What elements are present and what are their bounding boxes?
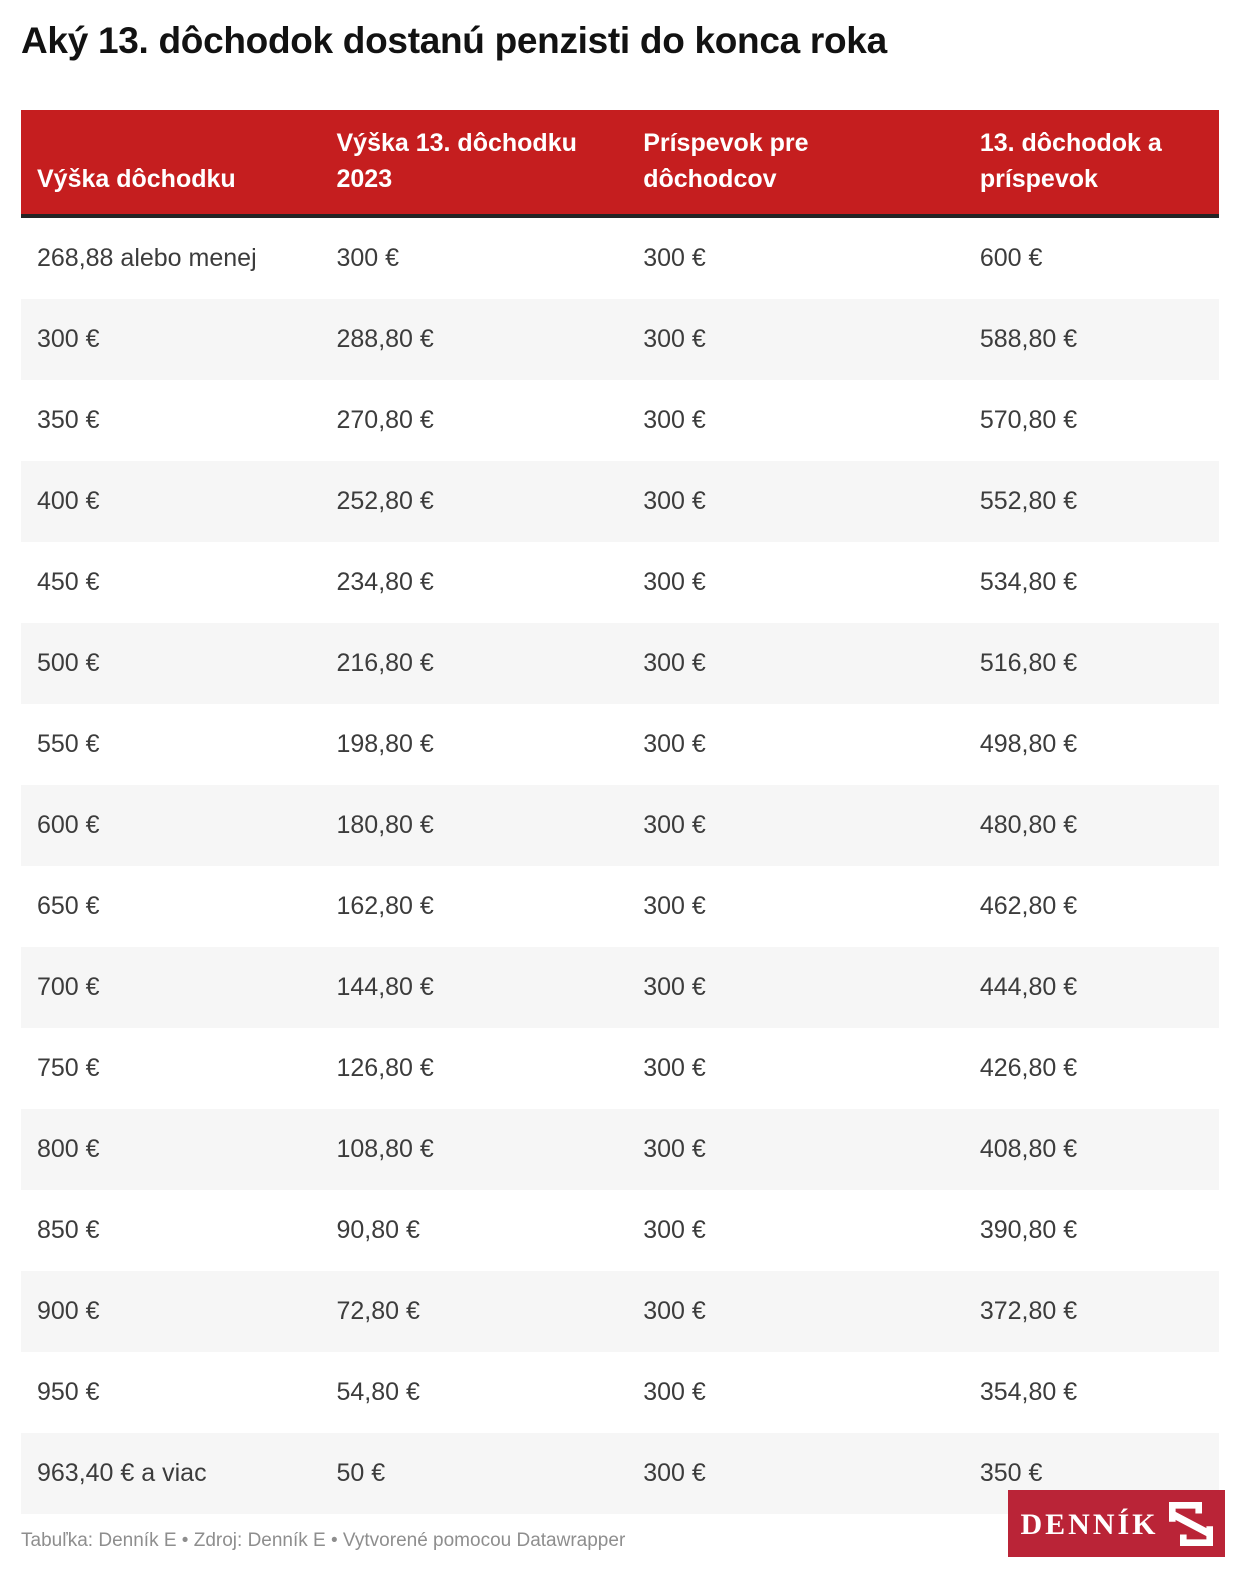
table-row bbox=[21, 461, 1219, 542]
table-cell: 144,80 € bbox=[336, 972, 434, 1001]
table-cell: 198,80 € bbox=[336, 729, 434, 758]
table-cell: 300 € bbox=[643, 486, 706, 515]
table-row bbox=[21, 542, 1219, 623]
table-cell: 300 € bbox=[643, 1215, 706, 1244]
table-cell: 390,80 € bbox=[979, 1215, 1078, 1244]
table-cell: 950 € bbox=[37, 1377, 100, 1406]
table-cell: 750 € bbox=[37, 1053, 100, 1082]
table-cell: 552,80 € bbox=[979, 486, 1078, 515]
table-cell: 963,40 € a viac bbox=[37, 1458, 207, 1487]
table-cell: 270,80 € bbox=[336, 405, 434, 434]
table-cell: 900 € bbox=[37, 1296, 100, 1325]
table-cell: 90,80 € bbox=[336, 1215, 420, 1244]
table-row bbox=[21, 785, 1219, 866]
dennik-n-icon bbox=[1169, 1502, 1213, 1546]
table-cell: 400 € bbox=[37, 486, 100, 515]
table-cell: 288,80 € bbox=[336, 324, 434, 353]
table-cell: 234,80 € bbox=[336, 567, 434, 596]
table-cell: 216,80 € bbox=[336, 648, 434, 677]
table-cell: 372,80 € bbox=[979, 1296, 1078, 1325]
table-cell: 600 € bbox=[979, 243, 1043, 272]
table-cell: 600 € bbox=[37, 810, 100, 839]
table-cell: 550 € bbox=[37, 729, 100, 758]
table-row bbox=[21, 299, 1219, 380]
table-cell: 588,80 € bbox=[979, 324, 1078, 353]
table-cell: 350 € bbox=[979, 1458, 1043, 1487]
table-cell: 162,80 € bbox=[336, 891, 434, 920]
table-row bbox=[21, 1352, 1219, 1433]
table-cell: 252,80 € bbox=[336, 486, 434, 515]
column-header-3: Príspevok pre dôchodcov bbox=[627, 110, 964, 216]
table-cell: 700 € bbox=[37, 972, 100, 1001]
page-title: Aký 13. dôchodok dostanú penzisti do konca roka bbox=[21, 20, 887, 61]
table-cell: 500 € bbox=[37, 648, 100, 677]
table-header-row bbox=[21, 110, 1219, 216]
page-container bbox=[0, 20, 1240, 1514]
table-cell: 54,80 € bbox=[336, 1377, 420, 1406]
table-cell: 570,80 € bbox=[979, 405, 1078, 434]
table-cell: 300 € bbox=[643, 729, 706, 758]
table-cell: 300 € bbox=[643, 648, 706, 677]
table-cell: 72,80 € bbox=[336, 1296, 420, 1325]
table-cell: 850 € bbox=[37, 1215, 100, 1244]
table-cell: 300 € bbox=[643, 810, 706, 839]
table-cell: 300 € bbox=[37, 324, 100, 353]
footer-credit: Tabuľka: Denník E • Zdroj: Denník E • Vytvorené pomocou Datawrapper bbox=[21, 1530, 626, 1551]
table-cell: 108,80 € bbox=[336, 1134, 434, 1163]
table-row bbox=[21, 1109, 1219, 1190]
table-header bbox=[21, 110, 1219, 216]
table-row bbox=[21, 704, 1219, 785]
table-cell: 126,80 € bbox=[336, 1053, 434, 1082]
table-cell: 300 € bbox=[643, 972, 706, 1001]
table-cell: 534,80 € bbox=[979, 567, 1078, 596]
table-cell: 300 € bbox=[643, 1053, 706, 1082]
table-cell: 462,80 € bbox=[979, 891, 1078, 920]
table-cell: 300 € bbox=[643, 567, 706, 596]
table-cell: 300 € bbox=[643, 243, 706, 272]
table-cell: 268,88 alebo menej bbox=[37, 243, 257, 272]
table-cell: 180,80 € bbox=[336, 810, 434, 839]
table-cell: 350 € bbox=[37, 405, 100, 434]
table-cell: 516,80 € bbox=[979, 648, 1078, 677]
table-cell: 300 € bbox=[643, 1296, 706, 1325]
table-cell: 450 € bbox=[37, 567, 100, 596]
table-cell: 650 € bbox=[37, 891, 100, 920]
table-cell: 300 € bbox=[643, 405, 706, 434]
table-cell: 426,80 € bbox=[979, 1053, 1078, 1082]
table-cell: 444,80 € bbox=[979, 972, 1078, 1001]
table-cell: 408,80 € bbox=[979, 1134, 1078, 1163]
table-row bbox=[21, 380, 1219, 461]
table-row bbox=[21, 1190, 1219, 1271]
table-cell: 498,80 € bbox=[979, 729, 1078, 758]
table-cell: 800 € bbox=[37, 1134, 100, 1163]
pension-table bbox=[21, 110, 1219, 1514]
column-header-2: Výška 13. dôchodku 2023 bbox=[321, 110, 628, 216]
table-row bbox=[21, 216, 1219, 299]
table-cell: 300 € bbox=[643, 1377, 706, 1406]
dennik-n-logo bbox=[1008, 1490, 1225, 1557]
table-row bbox=[21, 623, 1219, 704]
table-row bbox=[21, 1028, 1219, 1109]
table-row bbox=[21, 947, 1219, 1028]
table-cell: 300 € bbox=[643, 324, 706, 353]
table-cell: 300 € bbox=[643, 1134, 706, 1163]
table-row bbox=[21, 1271, 1219, 1352]
column-header-4: 13. dôchodok a príspevok bbox=[964, 110, 1219, 216]
table-cell: 300 € bbox=[643, 891, 706, 920]
table-cell: 50 € bbox=[336, 1458, 386, 1487]
table-cell: 300 € bbox=[336, 243, 400, 272]
table-body bbox=[21, 216, 1219, 1514]
table-cell: 354,80 € bbox=[979, 1377, 1078, 1406]
table-row bbox=[21, 866, 1219, 947]
table-cell: 300 € bbox=[643, 1458, 706, 1487]
column-header-1: Výška dôchodku bbox=[21, 110, 321, 216]
logo-wordmark: DENNÍK bbox=[1020, 1507, 1159, 1541]
table-cell: 480,80 € bbox=[979, 810, 1078, 839]
